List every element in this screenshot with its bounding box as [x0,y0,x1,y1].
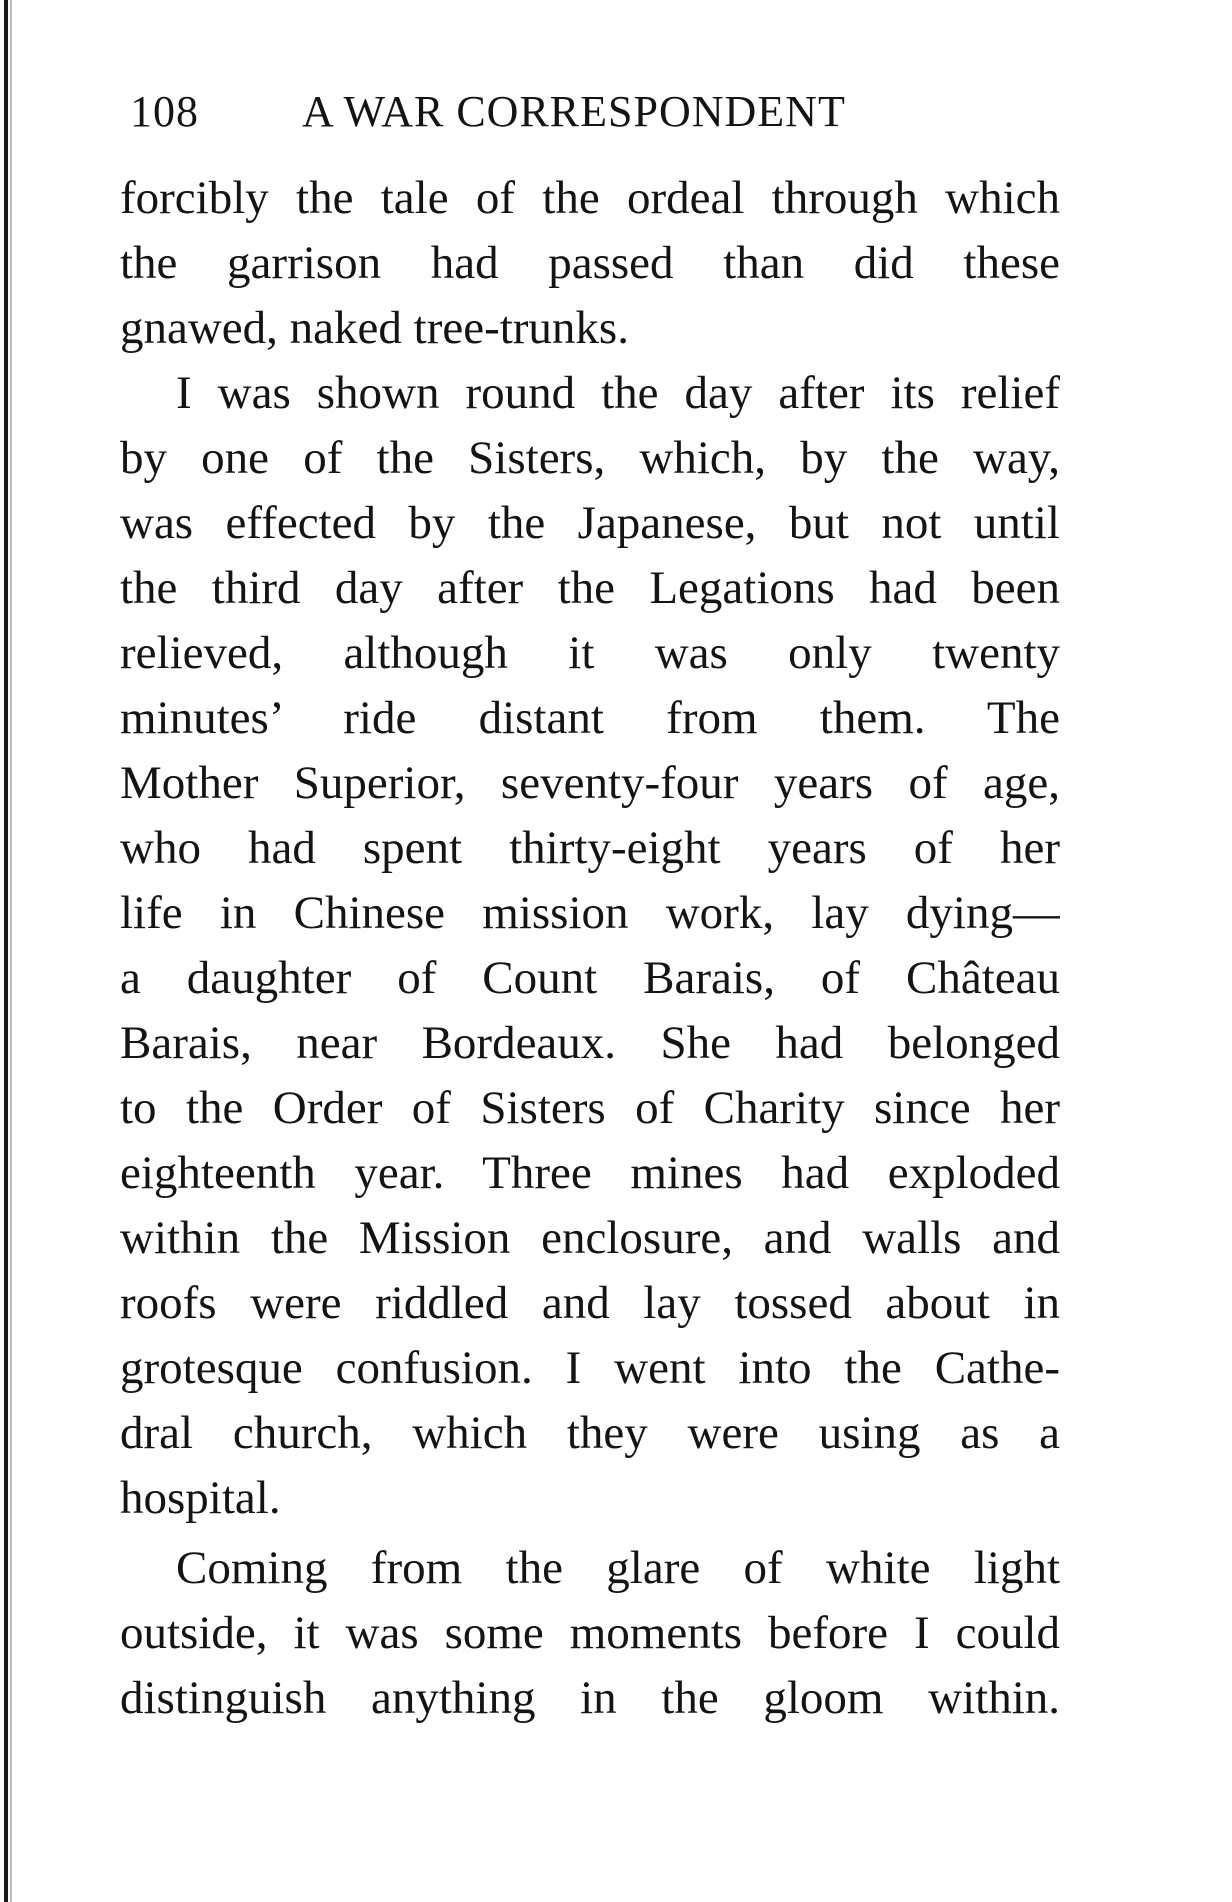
text-line: Barais, near Bordeaux. She had belonged [120,1017,1060,1069]
page-binding-edge [4,0,8,1902]
text-line: grotesque confusion. I went into the Cathe- [120,1342,1060,1394]
text-line: life in Chinese mission work, lay dying— [120,887,1060,939]
text-line: hospital. [120,1472,281,1524]
text-line: forcibly the tale of the ordeal through which [120,172,1060,224]
text-line: who had spent thirty-eight years of her [120,822,1060,874]
text-line: by one of the Sisters, which, by the way, [120,432,1060,484]
text-line: relieved, although it was only twenty [120,627,1060,679]
text-line: to the Order of Sisters of Charity since her [120,1082,1060,1134]
body-text [120,166,1060,1731]
running-header [130,82,846,142]
text-line: Mother Superior, seventy-four years of age, [120,757,1060,809]
text-line: the garrison had passed than did these [120,237,1060,289]
text-line: dral church, which they were using as a [120,1407,1060,1459]
text-line: within the Mission enclosure, and walls and [120,1212,1060,1264]
page-number: 108 [130,87,199,136]
text-line: roofs were riddled and lay tossed about in [120,1277,1060,1329]
text-line: a daughter of Count Barais, of Château [120,952,1060,1004]
page-binding-shadow [10,0,12,1902]
text-line: was effected by the Japanese, but not until [120,497,1060,549]
running-title: A WAR CORRESPONDENT [302,87,846,136]
text-line: I was shown round the day after its relief [176,367,1060,419]
text-line: eighteenth year. Three mines had exploded [120,1147,1060,1199]
text-line: minutes’ ride distant from them. The [120,692,1060,744]
text-line: the third day after the Legations had been [120,562,1060,614]
text-line: outside, it was some moments before I could [120,1607,1060,1659]
text-line: Coming from the glare of white light [176,1542,1060,1594]
text-line: distinguish anything in the gloom within. [120,1672,1060,1724]
text-line: gnawed, naked tree-trunks. [120,302,629,354]
